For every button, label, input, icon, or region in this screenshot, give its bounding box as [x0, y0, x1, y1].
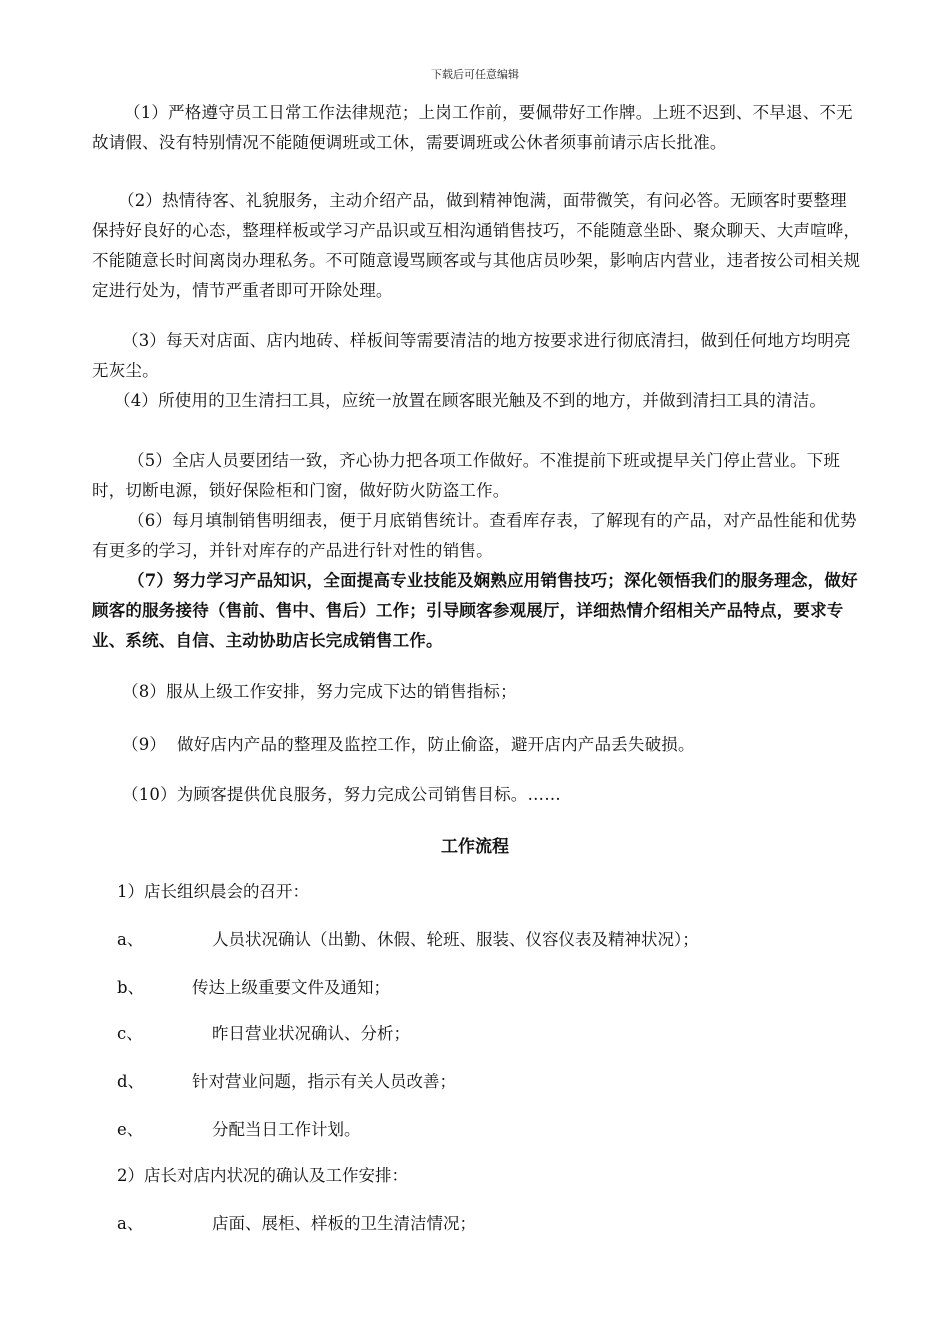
paragraph-8: （8）服从上级工作安排，努力完成下达的销售指标；	[122, 682, 517, 701]
flow-item-text: 针对营业问题，指示有关人员改善；	[192, 1072, 456, 1091]
paragraph-4: （4）所使用的卫生清扫工具，应统一放置在顾客眼光触及不到的地方，并做到清扫工具的清洁。	[114, 391, 827, 410]
flow-item-text: 分配当日工作计划。	[212, 1120, 361, 1139]
paragraph-9: （9） 做好店内产品的整理及监控工作，防止偷盗，避开店内产品丢失破损。	[122, 735, 695, 754]
paragraph-5: （5）全店人员要团结一致，齐心协力把各项工作做好。不准提前下班或提早关门停止营业。下班时，切断电源，锁好保险柜和门窗，做好防火防盗工作。	[92, 451, 841, 500]
flow-item-label: a、	[117, 930, 144, 949]
paragraph-10: （10）为顾客提供优良服务，努力完成公司销售目标。……	[122, 785, 561, 804]
flow-item-label: e、	[117, 1120, 144, 1139]
flow-item-text: 人员状况确认（出勤、休假、轮班、服装、仪容仪表及精神状况）；	[212, 930, 699, 949]
flow-item-text: 昨日营业状况确认、分析；	[212, 1024, 410, 1043]
section-title: 工作流程	[441, 837, 509, 857]
page-header: 下载后可任意编辑	[431, 68, 519, 81]
paragraph-2: （2）热情待客、礼貌服务，主动介绍产品，做到精神饱满，面带微笑，有问必答。无顾客时要整理保持好良好的心态，整理样板或学习产品识或互相沟通销售技巧，不能随意坐卧、聚众聊天、大声喧哗，不能随意长时间离岗办理私务。不可随意谩骂顾客或与其他店员吵架，影响店内营业，违者按公司相关规定进行处为，情节严重者即可开除处理。	[92, 191, 861, 300]
paragraph-7: （7）努力学习产品知识，全面提高专业技能及娴熟应用销售技巧；深化领悟我们的服务理念，做好顾客的服务接待（售前、售中、售后）工作；引导顾客参观展厅，详细热情介绍相关产品特点，要求专业、系统、自信、主动协助店长完成销售工作。	[92, 571, 858, 650]
flow-item-label: c、	[117, 1024, 143, 1043]
flow-item-text: 传达上级重要文件及通知；	[192, 978, 390, 997]
flow-item-label: a、	[117, 1214, 144, 1233]
flow-item-label: b、	[117, 978, 145, 997]
paragraph-3: （3）每天对店面、店内地砖、样板间等需要清洁的地方按要求进行彻底清扫，做到任何地方均明亮无灰尘。	[92, 331, 851, 380]
flow-step-2: 2）店长对店内状况的确认及工作安排：	[117, 1166, 408, 1185]
paragraph-1: （1）严格遵守员工日常工作法律规范；上岗工作前，要佩带好工作牌。上班不迟到、不早退、不无故请假、没有特别情况不能随便调班或工休，需要调班或公休者须事前请示店长批准。	[92, 103, 853, 152]
paragraph-6: （6）每月填制销售明细表，便于月底销售统计。查看库存表，了解现有的产品，对产品性能和优势有更多的学习，并针对库存的产品进行针对性的销售。	[92, 511, 857, 560]
flow-item-label: d、	[117, 1072, 145, 1091]
flow-item-text: 店面、展柜、样板的卫生清洁情况；	[212, 1214, 476, 1233]
flow-step-1: 1）店长组织晨会的召开：	[117, 882, 309, 901]
